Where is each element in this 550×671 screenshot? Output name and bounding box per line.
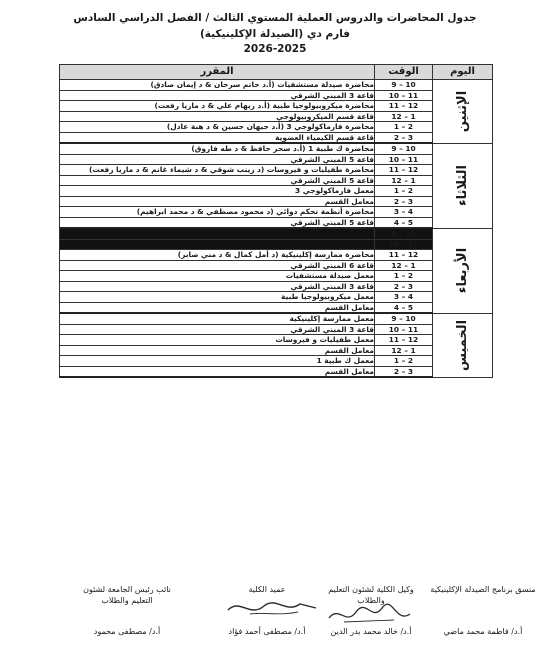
course-cell: قاعة 3 المبني الشرقي [60,324,375,335]
table-row [60,186,493,197]
time-cell: 12 – 1 [375,260,433,271]
day-label: الخميس [454,319,470,371]
table-row [60,217,493,228]
time-cell: 9 – 10 [375,228,433,239]
course-cell: قاعة 3 المبني الشرقي [60,281,375,292]
course-cell: قاعة قسم الميكروبيولوجي [60,111,375,122]
course-cell: قاعة 6 المبني الشرقي [60,260,375,271]
table-row [60,80,493,91]
time-cell: 10 – 11 [375,239,433,250]
table-row [60,313,493,324]
table-row [60,122,493,133]
day-label: الإثنين [455,90,470,132]
table-row [60,228,493,239]
schedule-title: جدول المحاضرات والدروس العملية المستوي الثالث / الفصل الدراسي السادس [73,12,477,24]
handwritten-signature [220,594,320,620]
signature-role: وكيل الكلية لشئون التعليم والطلاب [328,585,414,605]
time-cell: 2 – 3 [375,132,433,143]
signature-dean [212,584,322,636]
header-time: الوقت [375,65,433,80]
header-day: اليوم [433,65,493,80]
time-cell: 9 – 10 [375,313,433,324]
signature-name: أ.د/ فاطمة محمد ماضي [443,627,523,636]
course-cell: قاعة 5 المبني الشرقي [60,217,375,228]
time-cell: 11 – 12 [375,250,433,261]
course-cell: معامل القسم [60,366,375,377]
course-cell: معمل ك طبية 1 [60,356,375,367]
course-cell: معمل ميكروبيولوجيا طبية [60,292,375,303]
course-cell: محاضرة ك طبية 1 (أ.د سحر حافظ & د طه فاروق) [60,143,375,154]
table-row [60,175,493,186]
time-cell: 11 – 12 [375,101,433,112]
course-cell: قاعة قسم الكيمياء العضوية [60,132,375,143]
time-cell: 10 – 11 [375,324,433,335]
time-cell: 9 – 10 [375,143,433,154]
course-cell: محاضرة فارماكولوجي 3 (أ.د جيهان حسين & د هبة عادل) [60,122,375,133]
course-cell: معامل القسم [60,345,375,356]
table-row [60,101,493,112]
schedule-table [59,64,493,378]
signature-program-coordinator [428,584,538,636]
table-row [60,292,493,303]
time-cell: 12 – 1 [375,175,433,186]
table-row [60,345,493,356]
time-cell: 3 – 4 [375,292,433,303]
table-row [60,260,493,271]
table-row [60,335,493,346]
course-cell: محاضرة أنظمة تحكم دوائي (د محمود مصطفي & د محمد ابراهيم) [60,207,375,218]
time-cell: 4 – 5 [375,217,433,228]
table-row [60,143,493,154]
table-row [60,154,493,165]
time-cell: 2 – 3 [375,196,433,207]
table-row [60,132,493,143]
table-row [60,90,493,101]
time-cell: 11 – 12 [375,335,433,346]
signature-role: عميد الكلية [248,585,286,594]
course-cell: معمل صيدلة مستشفيات [60,271,375,282]
time-cell: 1 – 2 [375,122,433,133]
table-row [60,281,493,292]
day-cell [433,228,493,313]
time-cell: 1 – 2 [375,186,433,197]
time-cell: 10 – 11 [375,90,433,101]
signature-name: أ.د/ مصطفى أحمد فؤاد [228,627,306,636]
day-cell [433,80,493,144]
table-row [60,165,493,176]
signature-name: أ.د/ خالد محمد بدر الدين [330,627,412,636]
course-cell: معامل القسم [60,302,375,313]
course-cell: محاضرة طفيليات و فيروسات (د زينب شوقي & د شيماء غانم & د ماريا رفعت) [60,165,375,176]
course-cell: معامل القسم [60,196,375,207]
table-row [60,207,493,218]
table-row [60,239,493,250]
time-cell: 12 – 1 [375,345,433,356]
course-cell: معمل فارماكولوجي 3 [60,186,375,197]
time-cell: 10 – 11 [375,154,433,165]
time-cell: 1 – 2 [375,356,433,367]
time-cell: 12 – 1 [375,111,433,122]
time-cell: 4 – 5 [375,302,433,313]
time-cell: 3 – 4 [375,207,433,218]
table-row [60,271,493,282]
signature-role: نائب رئيس الجامعة لشئون التعليم والطلاب [83,585,171,605]
course-cell: محاضرة صيدلة مستشفيات (أ.د حاتم سرحان & د إيمان صادق) [60,80,375,91]
course-cell: قاعة 5 المبني الشرقي [60,175,375,186]
day-label: الثلاثاء [455,165,470,206]
course-cell: محاضرة ميكروبيولوجيا طبية (أ.د ريهام علي & د ماريا رفعت) [60,101,375,112]
course-cell: محاضرة ممارسة إكلينيكية (د أمل كمال & د مني صابر) [60,250,375,261]
signature-vice-dean [316,584,426,636]
program-name: فارم دي (الصيدلة الإكلينيكية) [199,28,351,40]
course-cell: قاعة 3 المبني الشرقي [60,90,375,101]
table-row [60,356,493,367]
course-cell: معمل طفيليات و فيروسات [60,335,375,346]
table-header-row [60,65,493,80]
course-cell [60,239,375,250]
table-row [60,366,493,377]
time-cell: 2 – 3 [375,281,433,292]
table-row [60,324,493,335]
day-cell [433,313,493,377]
signature-vice-president [72,584,182,636]
table-row [60,111,493,122]
course-cell: قاعة 5 المبني الشرقي [60,154,375,165]
time-cell: 2 – 3 [375,366,433,377]
day-label: الأربعاء [455,247,470,294]
academic-year: 2026-2025 [243,43,307,55]
table-row [60,250,493,261]
signature-name: أ.د/ مصطفى محمود [93,627,161,636]
time-cell: 1 – 2 [375,271,433,282]
time-cell: 11 – 12 [375,165,433,176]
table-row [60,302,493,313]
table-row [60,196,493,207]
handwritten-signature [324,600,414,628]
signature-role: منسق برنامج الصيدلة الإكلينيكية [430,585,536,594]
day-cell [433,143,493,228]
course-cell [60,228,375,239]
time-cell: 9 – 10 [375,80,433,91]
header-course: المقرر [60,65,375,80]
course-cell: معمل ممارسة إكلينيكية [60,313,375,324]
